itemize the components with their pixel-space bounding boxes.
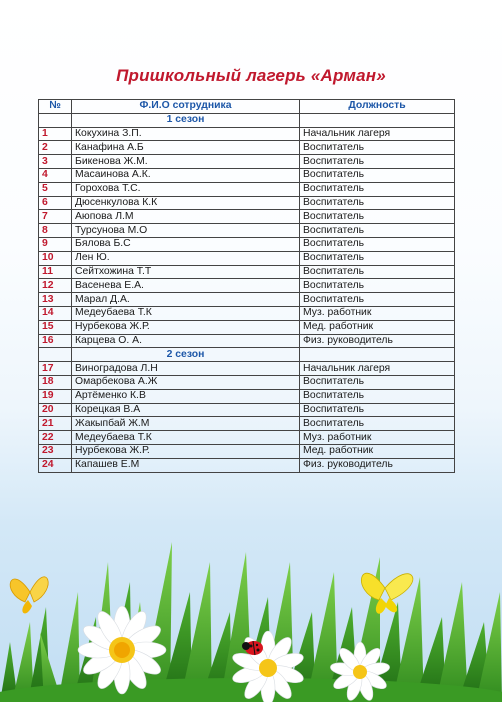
staff-position: Физ. руководитель bbox=[300, 334, 455, 348]
column-header-number: № bbox=[39, 100, 72, 114]
staff-position: Воспитатель bbox=[300, 141, 455, 155]
table-row bbox=[39, 168, 455, 182]
staff-name: Медеубаева Т.К bbox=[72, 431, 300, 445]
row-number: 18 bbox=[39, 375, 72, 389]
table-row bbox=[39, 141, 455, 155]
table-row bbox=[39, 279, 455, 293]
staff-position: Физ. руководитель bbox=[300, 458, 455, 472]
row-number: 7 bbox=[39, 210, 72, 224]
table-body bbox=[39, 113, 455, 472]
season-number-cell bbox=[39, 348, 72, 362]
row-number: 24 bbox=[39, 458, 72, 472]
meadow-illustration bbox=[0, 522, 502, 702]
staff-position: Воспитатель bbox=[300, 182, 455, 196]
row-number: 20 bbox=[39, 403, 72, 417]
row-number: 15 bbox=[39, 320, 72, 334]
season-number-cell bbox=[39, 113, 72, 127]
staff-name: Дюсенкулова К.К bbox=[72, 196, 300, 210]
season-header-row bbox=[39, 113, 455, 127]
staff-position: Воспитатель bbox=[300, 279, 455, 293]
table-row bbox=[39, 458, 455, 472]
staff-name: Горохова Т.С. bbox=[72, 182, 300, 196]
table-header-row bbox=[39, 100, 455, 114]
staff-position: Воспитатель bbox=[300, 251, 455, 265]
staff-position: Мед. работник bbox=[300, 320, 455, 334]
row-number: 22 bbox=[39, 431, 72, 445]
staff-name: Лен Ю. bbox=[72, 251, 300, 265]
staff-name: Карцева О. А. bbox=[72, 334, 300, 348]
table-row bbox=[39, 389, 455, 403]
season-header-row bbox=[39, 348, 455, 362]
staff-name: Корецкая В.А bbox=[72, 403, 300, 417]
staff-table bbox=[38, 99, 455, 473]
ladybug-icon bbox=[242, 641, 263, 655]
staff-name: Кокухина З.П. bbox=[72, 127, 300, 141]
daisy-icon bbox=[329, 642, 390, 702]
table-row bbox=[39, 362, 455, 376]
staff-name: Виноградова Л.Н bbox=[72, 362, 300, 376]
staff-name: Турсунова М.О bbox=[72, 224, 300, 238]
row-number: 10 bbox=[39, 251, 72, 265]
row-number: 2 bbox=[39, 141, 72, 155]
staff-position: Начальник лагеря bbox=[300, 127, 455, 141]
staff-position: Воспитатель bbox=[300, 210, 455, 224]
season-position-cell bbox=[300, 113, 455, 127]
column-header-position: Должность bbox=[300, 100, 455, 114]
staff-name: Нурбекова Ж.Р. bbox=[72, 320, 300, 334]
table-row bbox=[39, 155, 455, 169]
table-row bbox=[39, 293, 455, 307]
table-row bbox=[39, 334, 455, 348]
staff-position: Муз. работник bbox=[300, 431, 455, 445]
row-number: 17 bbox=[39, 362, 72, 376]
staff-position: Воспитатель bbox=[300, 155, 455, 169]
row-number: 12 bbox=[39, 279, 72, 293]
row-number: 11 bbox=[39, 265, 72, 279]
staff-position: Воспитатель bbox=[300, 237, 455, 251]
table-row bbox=[39, 210, 455, 224]
row-number: 21 bbox=[39, 417, 72, 431]
staff-name: Омарбекова А.Ж bbox=[72, 375, 300, 389]
staff-position: Воспитатель bbox=[300, 417, 455, 431]
staff-position: Мед. работник bbox=[300, 444, 455, 458]
row-number: 5 bbox=[39, 182, 72, 196]
row-number: 16 bbox=[39, 334, 72, 348]
row-number: 23 bbox=[39, 444, 72, 458]
season-position-cell bbox=[300, 348, 455, 362]
staff-position: Воспитатель bbox=[300, 375, 455, 389]
butterfly-icon bbox=[10, 577, 48, 614]
row-number: 13 bbox=[39, 293, 72, 307]
staff-position: Воспитатель bbox=[300, 389, 455, 403]
staff-position: Воспитатель bbox=[300, 403, 455, 417]
table-row bbox=[39, 265, 455, 279]
butterfly-icon bbox=[361, 573, 412, 614]
staff-name: Масаинова А.К. bbox=[72, 168, 300, 182]
staff-position: Воспитатель bbox=[300, 196, 455, 210]
row-number: 4 bbox=[39, 168, 72, 182]
staff-name: Аюпова Л.М bbox=[72, 210, 300, 224]
staff-name: Марал Д.А. bbox=[72, 293, 300, 307]
table-row bbox=[39, 196, 455, 210]
table-row bbox=[39, 375, 455, 389]
staff-name: Васенева Е.А. bbox=[72, 279, 300, 293]
row-number: 9 bbox=[39, 237, 72, 251]
row-number: 14 bbox=[39, 306, 72, 320]
staff-name: Бикенова Ж.М. bbox=[72, 155, 300, 169]
staff-name: Сейтхожина Т.Т bbox=[72, 265, 300, 279]
table-row bbox=[39, 182, 455, 196]
staff-name: Медеубаева Т.К bbox=[72, 306, 300, 320]
table-row bbox=[39, 251, 455, 265]
staff-name: Артёменко К.В bbox=[72, 389, 300, 403]
staff-position: Воспитатель bbox=[300, 168, 455, 182]
table-row bbox=[39, 431, 455, 445]
row-number: 8 bbox=[39, 224, 72, 238]
season-label: 1 сезон bbox=[72, 113, 300, 127]
row-number: 1 bbox=[39, 127, 72, 141]
page-title: Пришкольный лагерь «Арман» bbox=[116, 66, 386, 85]
table-row bbox=[39, 320, 455, 334]
daisy-icon bbox=[78, 606, 166, 694]
staff-position: Воспитатель bbox=[300, 224, 455, 238]
table-row bbox=[39, 237, 455, 251]
staff-name: Бялова Б.С bbox=[72, 237, 300, 251]
table-row bbox=[39, 127, 455, 141]
table-row bbox=[39, 403, 455, 417]
season-label: 2 сезон bbox=[72, 348, 300, 362]
staff-name: Капашев Е.М bbox=[72, 458, 300, 472]
column-header-name: Ф.И.О сотрудника bbox=[72, 100, 300, 114]
staff-position: Воспитатель bbox=[300, 265, 455, 279]
staff-name: Жакыпбай Ж.М bbox=[72, 417, 300, 431]
staff-position: Воспитатель bbox=[300, 293, 455, 307]
staff-name: Нурбекова Ж.Р. bbox=[72, 444, 300, 458]
staff-position: Начальник лагеря bbox=[300, 362, 455, 376]
staff-name: Канафина А.Б bbox=[72, 141, 300, 155]
table-row bbox=[39, 444, 455, 458]
daisy-icon bbox=[231, 631, 306, 702]
table-row bbox=[39, 306, 455, 320]
table-row bbox=[39, 224, 455, 238]
staff-position: Муз. работник bbox=[300, 306, 455, 320]
grass-icon bbox=[0, 542, 502, 702]
row-number: 3 bbox=[39, 155, 72, 169]
row-number: 6 bbox=[39, 196, 72, 210]
row-number: 19 bbox=[39, 389, 72, 403]
table-row bbox=[39, 417, 455, 431]
